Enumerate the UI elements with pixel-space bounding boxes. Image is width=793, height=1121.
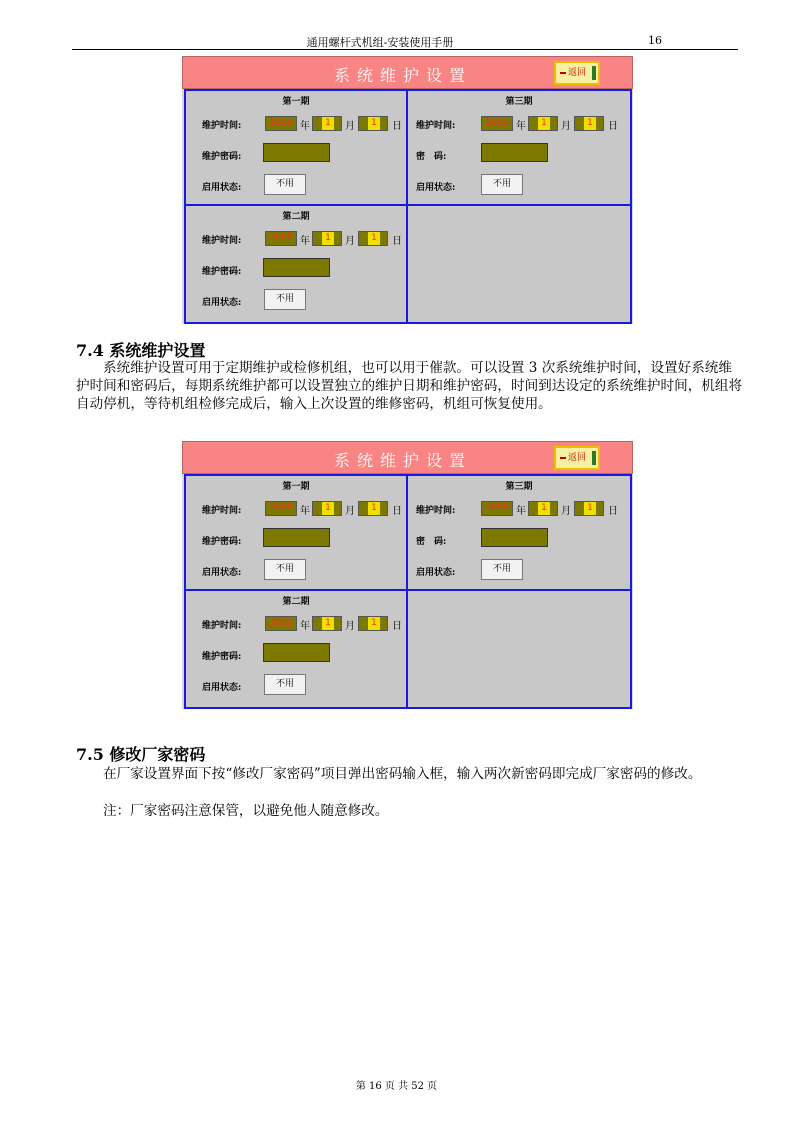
day-value: 1 — [584, 502, 596, 515]
panel-title-bar — [182, 56, 633, 89]
day-unit: 日 — [392, 621, 402, 632]
year-field[interactable]: 2099 — [265, 501, 297, 516]
time-label: 维护时间: — [202, 621, 242, 631]
year-field[interactable]: 2099 — [265, 231, 297, 246]
time-label: 维护时间: — [202, 236, 242, 246]
month-value: 1 — [322, 617, 334, 630]
password-label: 密 码: — [416, 537, 447, 547]
password-field[interactable] — [481, 143, 548, 162]
period-title: 第二期 — [282, 212, 310, 222]
password-label: 维护密码: — [202, 267, 242, 277]
month-field[interactable] — [528, 501, 558, 516]
period-2-cell — [184, 589, 408, 709]
period-3-cell — [406, 89, 632, 206]
section-7-5-note: 注：厂家密码注意保管，以避免他人随意修改。 — [103, 803, 389, 819]
year-unit: 年 — [516, 506, 526, 517]
panel-title-bar — [182, 441, 633, 474]
day-value: 1 — [368, 617, 380, 630]
status-button[interactable]: 不用 — [481, 559, 523, 580]
day-unit: 日 — [608, 506, 618, 517]
day-unit: 日 — [608, 121, 618, 132]
period-title: 第三期 — [505, 97, 533, 107]
password-label: 维护密码: — [202, 537, 242, 547]
period-2-cell — [184, 204, 408, 324]
period-title: 第二期 — [282, 597, 310, 607]
period-1-cell — [184, 89, 408, 206]
password-label: 维护密码: — [202, 152, 242, 162]
year-field[interactable]: 2099 — [481, 116, 513, 131]
period-title: 第一期 — [282, 482, 310, 492]
day-field[interactable] — [358, 616, 388, 631]
time-label: 维护时间: — [416, 121, 456, 131]
time-label: 维护时间: — [416, 506, 456, 516]
year-unit: 年 — [300, 621, 310, 632]
section-7-4-paragraph: 系统维护设置可用于定期维护或检修机组，也可以用于催款。可以设置 3 次系统维护时间，设置好系统维护时间和密码后，每期系统维护都可以设置独立的维护日期和维护密码，时间到达设定的系统维护时间，机组将自动停机，等待机组检修完成后，输入上次设置的维修密码，机组可恢复使用。 — [76, 360, 743, 412]
status-button[interactable]: 不用 — [481, 174, 523, 195]
password-field[interactable] — [481, 528, 548, 547]
empty-cell — [406, 589, 632, 709]
month-unit: 月 — [345, 121, 355, 132]
month-unit: 月 — [345, 621, 355, 632]
time-label: 维护时间: — [202, 506, 242, 516]
password-field[interactable] — [263, 143, 330, 162]
back-arrow-icon — [560, 457, 566, 459]
panel-figure-1 — [0, 56, 793, 324]
hmi-panel — [182, 441, 633, 709]
section-7-5-heading: 7.5 修改厂家密码 — [76, 745, 206, 764]
day-field[interactable] — [358, 116, 388, 131]
month-unit: 月 — [345, 236, 355, 247]
month-unit: 月 — [561, 121, 571, 132]
year-unit: 年 — [300, 506, 310, 517]
back-button[interactable] — [554, 446, 600, 470]
back-bar-icon — [592, 66, 596, 80]
day-value: 1 — [584, 117, 596, 130]
month-field[interactable] — [312, 616, 342, 631]
month-field[interactable] — [312, 116, 342, 131]
status-button[interactable]: 不用 — [264, 174, 306, 195]
back-button-label: 返回 — [567, 68, 586, 78]
status-label: 启用状态: — [202, 183, 242, 193]
status-label: 启用状态: — [416, 568, 456, 578]
day-field[interactable] — [574, 116, 604, 131]
header-rule — [72, 49, 738, 50]
panel-title: 系统维护设置 — [333, 451, 472, 470]
period-title: 第三期 — [505, 482, 533, 492]
day-unit: 日 — [392, 236, 402, 247]
back-bar-icon — [592, 451, 596, 465]
time-label: 维护时间: — [202, 121, 242, 131]
status-label: 启用状态: — [416, 183, 456, 193]
status-label: 启用状态: — [202, 568, 242, 578]
day-value: 1 — [368, 117, 380, 130]
header-page-number: 16 — [648, 34, 662, 47]
password-field[interactable] — [263, 643, 330, 662]
period-3-cell — [406, 474, 632, 591]
status-label: 启用状态: — [202, 683, 242, 693]
month-value: 1 — [538, 117, 550, 130]
panel-figure-2 — [0, 441, 793, 709]
password-label: 维护密码: — [202, 652, 242, 662]
status-button[interactable]: 不用 — [264, 674, 306, 695]
status-button[interactable]: 不用 — [264, 289, 306, 310]
status-button[interactable]: 不用 — [264, 559, 306, 580]
period-1-cell — [184, 474, 408, 591]
back-arrow-icon — [560, 72, 566, 74]
year-unit: 年 — [300, 236, 310, 247]
period-title: 第一期 — [282, 97, 310, 107]
section-7-5-paragraph: 在厂家设置界面下按“修改厂家密码”项目弹出密码输入框，输入两次新密码即完成厂家密码的修改。 — [103, 766, 702, 782]
day-field[interactable] — [358, 501, 388, 516]
panel-title: 系统维护设置 — [333, 66, 472, 85]
month-value: 1 — [322, 117, 334, 130]
password-label: 密 码: — [416, 152, 447, 162]
password-field[interactable] — [263, 258, 330, 277]
day-field[interactable] — [574, 501, 604, 516]
section-7-4-heading: 7.4 系统维护设置 — [76, 341, 206, 360]
hmi-panel — [182, 56, 633, 324]
month-field[interactable] — [312, 231, 342, 246]
month-value: 1 — [322, 232, 334, 245]
year-field[interactable]: 2099 — [265, 616, 297, 631]
header-title: 通用螺杆式机组-安装使用手册 — [306, 36, 454, 49]
year-unit: 年 — [300, 121, 310, 132]
year-field[interactable]: 2099 — [481, 501, 513, 516]
day-value: 1 — [368, 232, 380, 245]
month-value: 1 — [322, 502, 334, 515]
year-field[interactable]: 2099 — [265, 116, 297, 131]
password-field[interactable] — [263, 528, 330, 547]
empty-cell — [406, 204, 632, 324]
day-value: 1 — [368, 502, 380, 515]
year-unit: 年 — [516, 121, 526, 132]
day-field[interactable] — [358, 231, 388, 246]
status-label: 启用状态: — [202, 298, 242, 308]
month-unit: 月 — [345, 506, 355, 517]
month-field[interactable] — [528, 116, 558, 131]
month-value: 1 — [538, 502, 550, 515]
day-unit: 日 — [392, 121, 402, 132]
month-unit: 月 — [561, 506, 571, 517]
back-button-label: 返回 — [567, 453, 586, 463]
day-unit: 日 — [392, 506, 402, 517]
month-field[interactable] — [312, 501, 342, 516]
page-footer: 第 16 页 共 52 页 — [355, 1081, 438, 1092]
back-button[interactable] — [554, 61, 600, 85]
